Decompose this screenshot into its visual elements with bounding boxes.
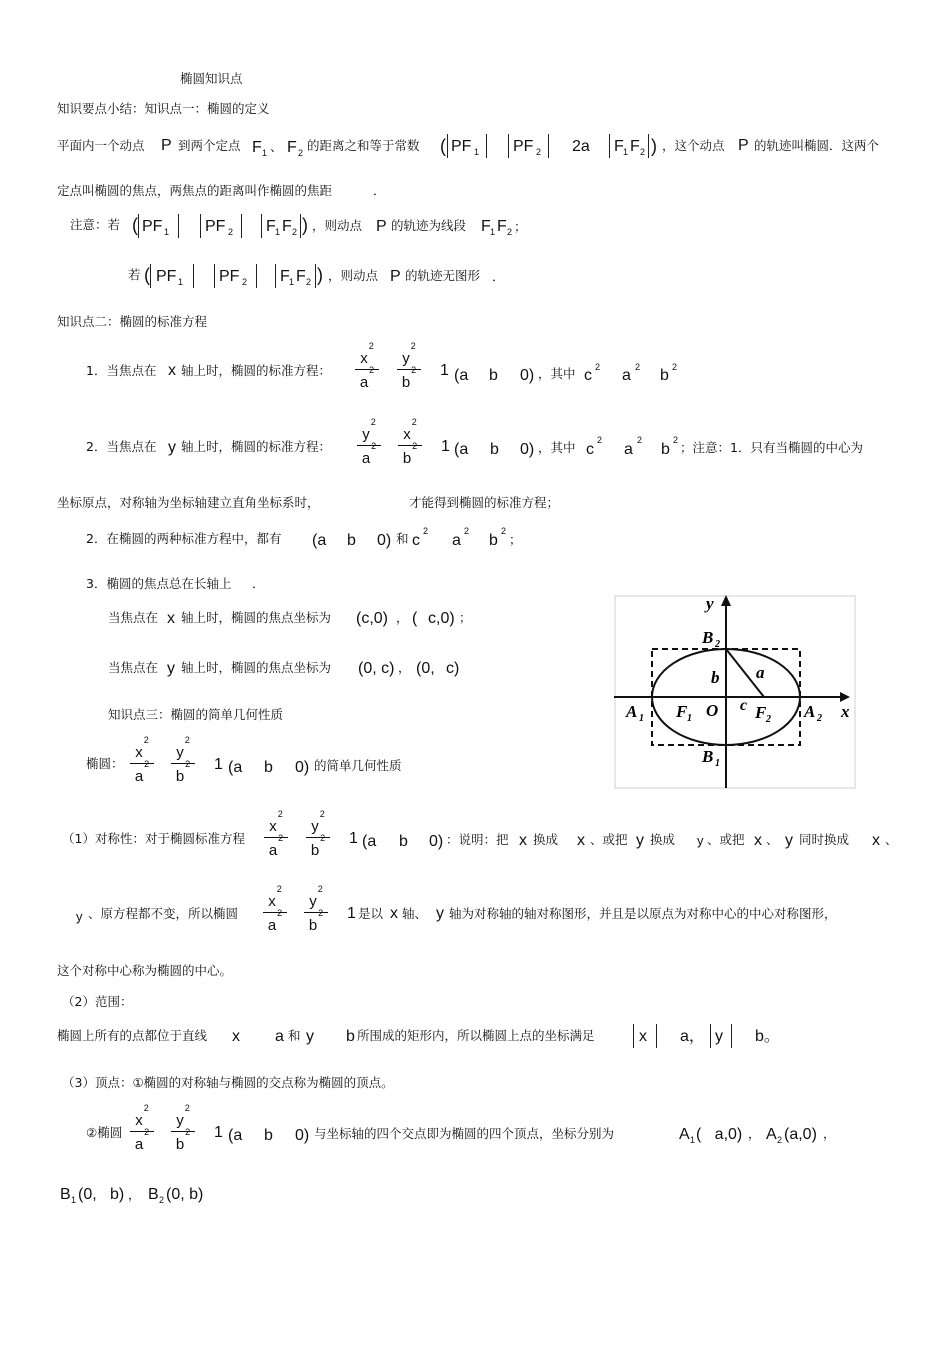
knowledge-point-2-heading: 知识点二：椭圆的标准方程 [57,314,208,329]
note1-f2-sub: 2 [507,227,513,237]
fy-a: 当焦点在 [108,660,159,675]
knowledge-point-3-heading: 知识点三：椭圆的简单几何性质 [108,707,284,722]
def-text-2: 到两个定点 [178,138,241,153]
vertex-B2-sub: 2 [159,1195,165,1205]
eq1-zero: 0) [520,367,535,384]
fx-axis: x [167,610,175,627]
sym-y2: y [697,833,704,848]
prop-b: 的简单几何性质 [314,758,402,773]
note2-pf1-sub: 1 [178,277,184,287]
sym-l3: 这个对称中心称为椭圆的中心。 [57,963,233,978]
def-2a: 2a [572,138,590,155]
note1-pf2: PF [205,218,226,235]
sym-l2a: 、原方程都不变，所以椭圆 [88,906,239,921]
fx-end: ； [459,610,472,625]
vertex-A1-coord: ( a,0) [696,1126,743,1143]
def-pf1: PF [451,138,472,155]
fraction-x2-a2: $x^2$ $a^2$ [129,742,155,786]
note1-c: 的轨迹为线段 [391,218,467,233]
eq1-a-exp: 2 [635,362,641,372]
def-f1: F [252,139,262,156]
sym-f: 、或把 [707,832,745,847]
note2-f1f2-a: F [280,268,290,285]
label-a1: A [626,702,638,721]
label-f2: F [755,703,767,722]
eq1-one: 1 [440,362,449,379]
label-a2-sub: 2 [817,713,822,724]
note3-a: 2．在椭圆的两种标准方程中，都有 [86,531,282,546]
def-text-3: 的距离之和等于常数 [307,138,420,153]
eq2-d: ；注意：1．只有当椭圆的中心为 [680,440,863,455]
sym-c: 换成 [533,832,559,847]
eq2cont-b: 才能得到椭圆的标准方程； [409,495,560,510]
eq1-b: 轴上时，椭圆的标准方程： [181,363,332,378]
def-dot: ． [373,183,386,198]
sym-l2c: 轴、 [402,906,428,921]
note2-p: P [390,268,401,285]
label-b2-sub: 2 [715,639,720,650]
fy-p1: (0, c) [358,660,395,677]
sym-x2: x [577,832,585,849]
sym-d: 、或把 [590,832,628,847]
eq1-axis: x [168,362,176,379]
abs-bar [633,1024,634,1048]
knowledge-point-1-heading: 知识要点小结：知识点一：椭圆的定义 [57,101,270,116]
fraction-y2-b2: $y^2$ $b^2$ [396,348,422,392]
eq2-c-var: c [586,441,594,458]
fraction-y2-b2: $y^2$ $b^2$ [303,891,329,935]
sym-e: 换成 [650,832,676,847]
vertex-B1-sub: 1 [71,1195,77,1205]
def-f1f2-a: F [614,138,624,155]
range-y2: y [715,1028,723,1045]
sym-g: 同时换成 [799,832,850,847]
eq2-zero: 0) [520,441,535,458]
eq1-c-var: c [584,367,592,384]
sym-y4: y [76,909,83,924]
def-f2-sub: 2 [298,148,304,158]
note3-he: 和 [396,531,409,546]
vertex-comma2: ， [823,1126,836,1141]
fraction-x2-b2: $x^2$ $b^2$ [397,424,423,468]
eq1-c: ，其中 [538,366,576,381]
eq2-c: ，其中 [538,440,576,455]
range-a: 椭圆上所有的点都位于直线 [57,1028,208,1043]
abs-bar [508,134,509,158]
abs-bar [656,1024,657,1048]
fx-p2: ( [412,610,418,627]
eq1-bb: b [489,367,498,384]
eq2-axis: y [168,439,176,456]
sym-zero: 0) [429,833,444,850]
fraction-y2-b2: $y^2$ $b^2$ [170,742,196,786]
sym-x: x [519,832,527,849]
vertex-zero: 0) [295,1127,310,1144]
abs-bar [241,214,242,238]
note3-c-exp: 2 [423,526,429,536]
def-lparen: ( [440,136,446,156]
prop-a: 椭圆： [86,756,124,771]
note1-b: ，则动点 [312,218,363,233]
sym-y3: y [785,832,793,849]
def-f1f2-b: F [630,138,640,155]
note2-f1f2-b: F [296,268,306,285]
def-f1-sub: 1 [262,148,268,158]
eq2-b-var: b [661,441,670,458]
abs-bar [731,1024,732,1048]
abs-bar [214,264,215,288]
def-rparen: ) [651,136,657,156]
sym-x3: x [754,832,762,849]
abs-bar [609,134,610,158]
range-b: 所围成的矩形内，所以椭圆上点的坐标满足 [357,1028,595,1043]
abs-bar [548,134,549,158]
def-var-p2: P [738,137,749,154]
def-f1f2-sub2: 2 [640,147,646,157]
note3-zero: 0) [377,532,392,549]
abs-bar [178,214,179,238]
range-c: a， [680,1028,705,1045]
sym-h: 、 [885,832,898,847]
note1-f1f2-sub2: 2 [292,227,298,237]
vertex-A2-coord: (a,0) [784,1126,817,1143]
note2-a: 若 [128,267,141,282]
range-x: x [232,1028,240,1045]
note1-f1f2-sub1: 1 [275,227,281,237]
note2-pf1: PF [156,268,177,285]
note2-c: 的轨迹无图形 [405,268,481,283]
y-arrow-icon [721,595,731,606]
x-arrow-icon [840,692,850,702]
fx-a: 当焦点在 [108,610,159,625]
note2-f1f2-sub1: 1 [289,277,295,287]
eq1-b-exp: 2 [672,362,678,372]
note1-pf1-sub: 1 [164,227,170,237]
fy-comma: ， [398,660,411,675]
vertex-bb: b [264,1127,273,1144]
sym-l2b: 是以 [358,906,384,921]
label-b1-sub: 1 [715,758,720,769]
def-var-p: P [161,137,172,154]
eq1-b-var: b [660,367,669,384]
def-line-2: 定点叫椭圆的焦点，两焦点的距离叫作椭圆的焦距 [57,183,333,198]
sym-y: y [636,832,644,849]
prop-cond: (a [228,759,243,776]
label-f1: F [676,702,688,721]
def-sep: 、 [270,139,283,154]
range-d: b。 [755,1028,780,1045]
note3-b-var: b [489,532,498,549]
fraction-x2-a2: $x^2$ $a^2$ [262,891,288,935]
ellipse-figure [614,592,856,789]
def-text-4: ，这个动点 [662,138,725,153]
abs-bar [710,1024,711,1048]
note3-bb: b [347,532,356,549]
sym-one: 1 [349,830,358,847]
fy-p2: (0, [416,660,435,677]
range-bv: b [346,1028,355,1045]
abs-bar [486,134,487,158]
note1-f1f2-a: F [266,218,276,235]
note2-lparen: ( [144,265,150,285]
abs-bar [300,214,301,238]
note1-pf1: PF [142,218,163,235]
note3-end: ； [509,532,522,547]
vertex-a: ②椭圆 [86,1125,123,1140]
eq2-one: 1 [441,438,450,455]
abs-bar [261,214,262,238]
eq2-bb: b [490,441,499,458]
note3-c: c [412,532,420,549]
label-f2-sub: 2 [766,714,771,725]
abs-bar [193,264,194,288]
prop-one: 1 [214,756,223,773]
sym-y5: y [436,905,444,922]
sym-b: ：说明：把 [446,832,509,847]
sym-one2: 1 [347,905,356,922]
range-x2: x [639,1028,647,1045]
sym-sep: 、 [766,832,779,847]
note1-d: ； [514,219,527,234]
label-a1-sub: 1 [639,713,644,724]
abs-bar [256,264,257,288]
vertex-one: 1 [214,1124,223,1141]
abs-bar [447,134,448,158]
fraction-x2-a2: $x^2$ $a^2$ [263,816,289,860]
eq2-b-exp: 2 [673,435,679,445]
label-b1: B [702,747,714,766]
abs-bar [648,134,649,158]
note3-a-var: a [452,532,461,549]
vertex-comma: ， [748,1126,761,1141]
def-pf2: PF [513,138,534,155]
vertex-B1-coord: (0, b) [78,1186,125,1203]
def-pf2-sub: 2 [536,147,542,157]
fraction-y2-a2: $y^2$ $a^2$ [356,424,382,468]
sym-l2d: 轴为对称轴的轴对称图形，并且是以原点为对称中心的中心对称图形， [449,906,837,921]
def-f1f2-sub1: 1 [623,147,629,157]
note2-pf2: PF [219,268,240,285]
eq2-cond: (a [454,441,469,458]
def-text-5: 的轨迹叫椭圆．这两个 [754,138,880,153]
vertex-cond: (a [228,1127,243,1144]
range-av: a [275,1028,284,1045]
fy-b: 轴上时，椭圆的焦点坐标为 [181,660,332,675]
eq1-cond: (a [454,367,469,384]
vertex-A2-sub: 2 [777,1135,783,1145]
sym-bb: b [399,833,408,850]
note1-lparen: ( [132,215,138,235]
abs-bar [138,214,139,238]
vertex-A1-sub: 1 [690,1135,696,1145]
label-b: b [711,668,720,687]
note2-rparen: ) [317,265,323,285]
prop-zero: 0) [295,759,310,776]
vertex-B1: B [60,1186,71,1203]
fx-comma: ， [396,610,409,625]
note1-f1-sub: 1 [490,227,496,237]
note2-pf2-sub: 2 [242,277,248,287]
note1-p: P [376,218,387,235]
eq2-b: 轴上时，椭圆的标准方程： [181,439,332,454]
prop-bb: b [264,759,273,776]
eq2-a: 2．当焦点在 [86,439,157,454]
vertex-B2-coord: (0, b) [166,1186,204,1203]
label-f1-sub: 1 [687,713,692,724]
fraction-y2-b2: $y^2$ $b^2$ [305,816,331,860]
abs-bar [150,264,151,288]
eq2-c-exp: 2 [597,435,603,445]
label-a2: A [804,702,816,721]
abs-bar [275,264,276,288]
eq2-a-exp: 2 [637,435,643,445]
note2-f1f2-sub2: 2 [306,277,312,287]
eq2-a-var: a [624,441,633,458]
note1-f2: F [497,218,507,235]
note1-rparen: ) [302,215,308,235]
range-title: （2）范围： [62,994,133,1009]
fx-p1: (c,0) [356,610,388,627]
note3-a-exp: 2 [464,526,470,536]
def-f2: F [287,139,297,156]
document-title: 椭圆知识点 [180,71,243,86]
range-y: y [306,1028,314,1045]
note2-d: ． [492,269,505,284]
label-a: a [756,663,765,682]
note3-b-exp: 2 [501,526,507,536]
note1-f1: F [481,218,491,235]
def-pf1-sub: 1 [474,147,480,157]
note1-a: 注意：若 [70,217,121,232]
vertex-A2: A [766,1126,777,1143]
fy-axis: y [167,660,175,677]
range-he: 和 [288,1028,301,1043]
abs-bar [200,214,201,238]
sym-cond: (a [362,833,377,850]
eq1-a: 1．当焦点在 [86,363,157,378]
fy-p2b: c) [446,660,460,677]
eq1-c-exp: 2 [595,362,601,372]
eq1-a-var: a [622,367,631,384]
fraction-y2-b2: $y^2$ $b^2$ [170,1110,196,1154]
label-y: y [706,594,714,613]
fraction-x2-a2: $x^2$ $a^2$ [354,348,380,392]
label-b2: B [702,628,714,647]
sym-x4: x [872,832,880,849]
vertex-comma3: ， [128,1187,141,1202]
fraction-x2-a2: $x^2$ $a^2$ [129,1110,155,1154]
eq2cont-a: 坐标原点，对称轴为坐标轴建立直角坐标系时， [57,495,320,510]
label-o: O [706,701,719,720]
vertex-B2: B [148,1186,159,1203]
label-x: x [841,702,850,721]
note4-a: 3．椭圆的焦点总在长轴上 [86,576,232,591]
vertex-A1: A [679,1126,690,1143]
vertex-b: 与坐标轴的四个交点即为椭圆的四个顶点，坐标分别为 [314,1126,615,1141]
def-text-1: 平面内一个动点 [57,138,145,153]
label-c: c [740,697,748,714]
fx-b: 轴上时，椭圆的焦点坐标为 [181,610,332,625]
note1-f1f2-b: F [282,218,292,235]
sym-x5: x [390,905,398,922]
sym-a: （1）对称性：对于椭圆标准方程 [62,831,245,846]
vertex-title: （3）顶点：①椭圆的对称轴与椭圆的交点称为椭圆的顶点。 [62,1075,394,1090]
note3-cond: (a [312,532,327,549]
note1-pf2-sub: 2 [228,227,234,237]
fx-p2b: c,0) [428,610,455,627]
note4-dot: ． [252,576,265,591]
note2-b: ，则动点 [328,268,379,283]
abs-bar [315,264,316,288]
